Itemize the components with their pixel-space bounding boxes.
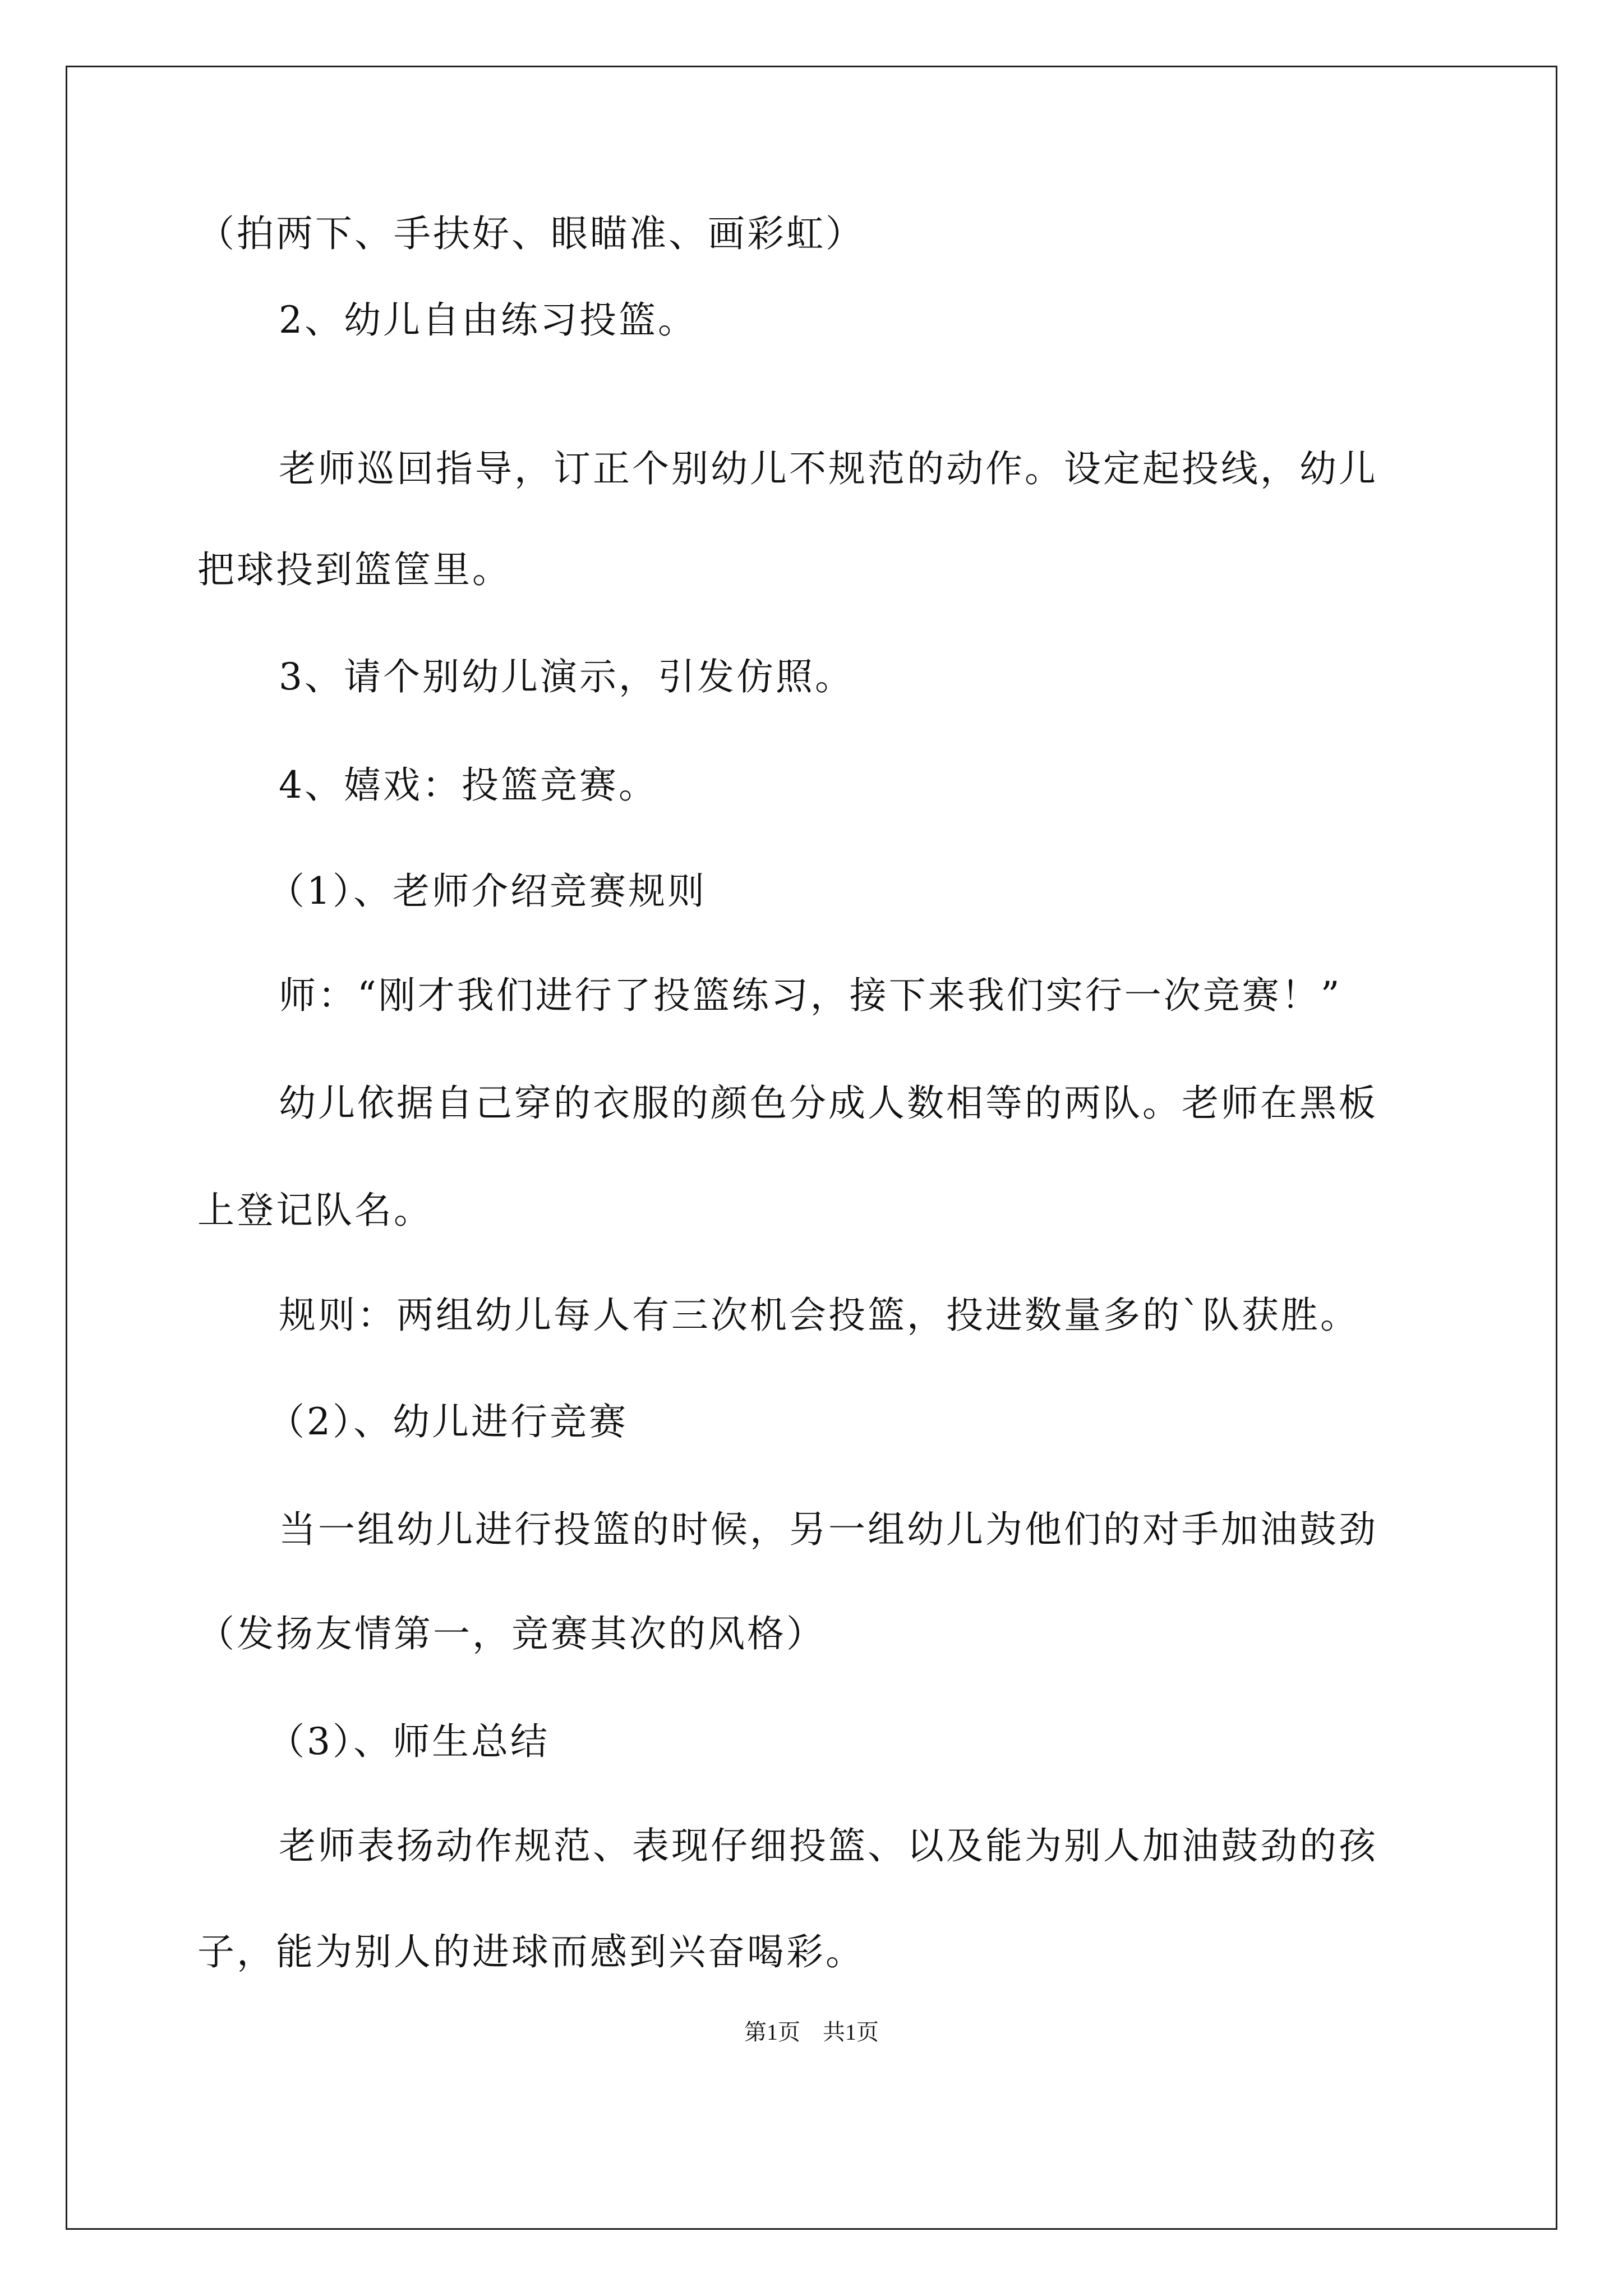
paragraph-line: 当一组幼儿进行投篮的时候，另一组幼儿为他们的对手加油鼓劲 (279, 1508, 1378, 1551)
paragraph-line: （发扬友情第一，竞赛其次的风格） (197, 1612, 826, 1655)
paragraph-line: 老师表扬动作规范、表现仔细投篮、以及能为别人加油鼓劲的孩 (279, 1824, 1378, 1867)
paragraph-line: 上登记队名。 (197, 1189, 433, 1232)
paragraph-line: （1）、老师介绍竞赛规则 (268, 869, 707, 913)
paragraph-line: 规则：两组幼儿每人有三次机会投篮，投进数量多的`队获胜。 (279, 1294, 1359, 1337)
paragraph-line: 师：“刚才我们进行了投篮练习，接下来我们实行一次竞赛！” (279, 974, 1342, 1017)
paragraph-line: 把球投到篮筐里。 (197, 548, 511, 591)
paragraph-line: 2、幼儿自由练习投篮。 (279, 298, 697, 342)
paragraph-line: （拍两下、手扶好、眼瞄准、画彩虹） (197, 212, 865, 255)
paragraph-line: （2）、幼儿进行竞赛 (268, 1400, 628, 1443)
page-number: 第1页 共1页 (744, 2019, 879, 2045)
paragraph-line: （3）、师生总结 (268, 1720, 550, 1763)
paragraph-line: 老师巡回指导，订正个别幼儿不规范的动作。设定起投线，幼儿 (279, 447, 1378, 490)
paragraph-line: 子，能为别人的进球而感到兴奋喝彩。 (197, 1930, 865, 1973)
paragraph-line: 3、请个别幼儿演示，引发仿照。 (279, 655, 854, 698)
paragraph-line: 4、嬉戏：投篮竞赛。 (279, 763, 658, 807)
paragraph-line: 幼儿依据自己穿的衣服的颜色分成人数相等的两队。老师在黑板 (279, 1082, 1378, 1125)
page-border (66, 66, 1557, 2230)
